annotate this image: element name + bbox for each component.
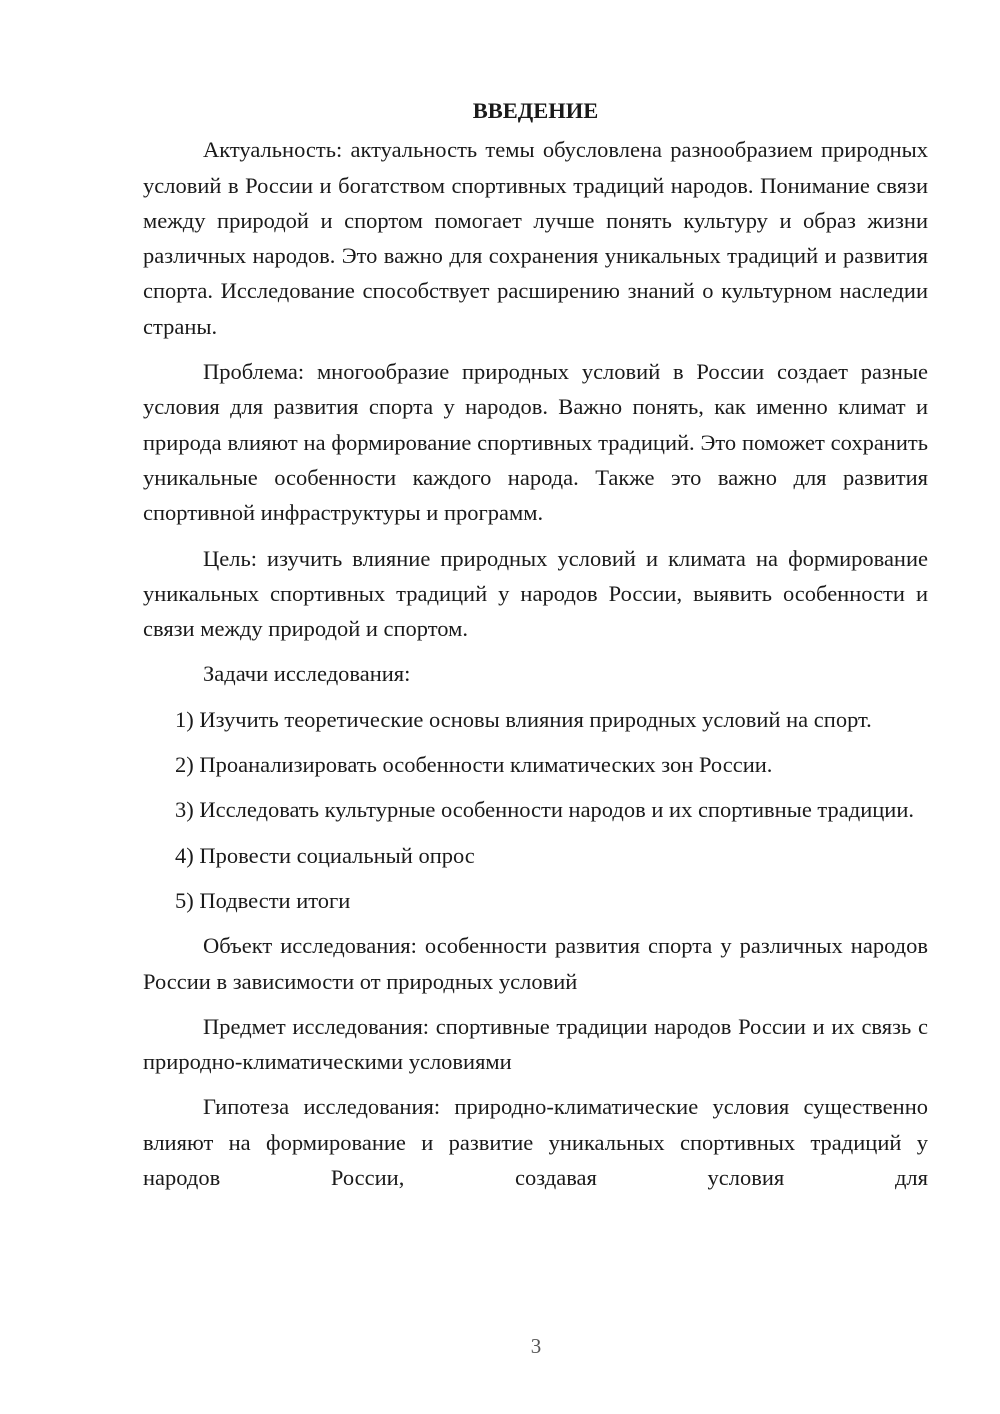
task-item-4: 4) Провести социальный опрос bbox=[175, 842, 475, 868]
paragraph-subject: Предмет исследования: спортивные традиции народов России и их связь с природно-климатическими условиями bbox=[143, 1013, 928, 1075]
task-item-3: 3) Исследовать культурные особенности народов и их спортивные традиции. bbox=[175, 797, 915, 823]
page-number: 3 bbox=[530, 1334, 542, 1358]
task-item-2: 2) Проанализировать особенности климатических зон России. bbox=[175, 752, 773, 778]
page-content bbox=[143, 93, 928, 1205]
paragraph-goal: Цель: изучить влияние природных условий и климата на формирование уникальных спортивных традиций у народов России, выявить особенности и связи между природой и спортом. bbox=[143, 545, 928, 642]
paragraph-tasks-heading: Задачи исследования: bbox=[203, 661, 411, 687]
paragraph-object: Объект исследования: особенности развития спорта у различных народов России в зависимости от природных условий bbox=[143, 933, 928, 994]
paragraph-problem: Проблема: многообразие природных условий в России создает разные условия для развития спорта у народов. Важно понять, как именно климат и природа влияют на формирование спортивных традиций. Это поможет сохранить уникальные особенности каждого народа. Также это важно для развития спортивной инфраструктуры и программ. bbox=[143, 359, 928, 526]
paragraph-hypothesis: Гипотеза исследования: природно-климатические условия существенно влияют на формирование и развитие уникальных спортивных традиций у народов России, создавая условия для bbox=[143, 1094, 928, 1191]
page-title: ВВЕДЕНИЕ bbox=[472, 98, 599, 123]
task-item-5: 5) Подвести итоги bbox=[175, 887, 351, 913]
task-item-1: 1) Изучить теоретические основы влияния природных условий на спорт. bbox=[175, 706, 872, 732]
paragraph-relevance: Актуальность: актуальность темы обусловлена разнообразием природных условий в России и богатством спортивных традиций народов. Понимание связи между природой и спортом помогает лучше понять культуру и образ жизни различных народов. Это важно для сохранения уникальных традиций и развития спорта. Исследование способствует расширению знаний о культурном наследии страны. bbox=[143, 137, 928, 339]
